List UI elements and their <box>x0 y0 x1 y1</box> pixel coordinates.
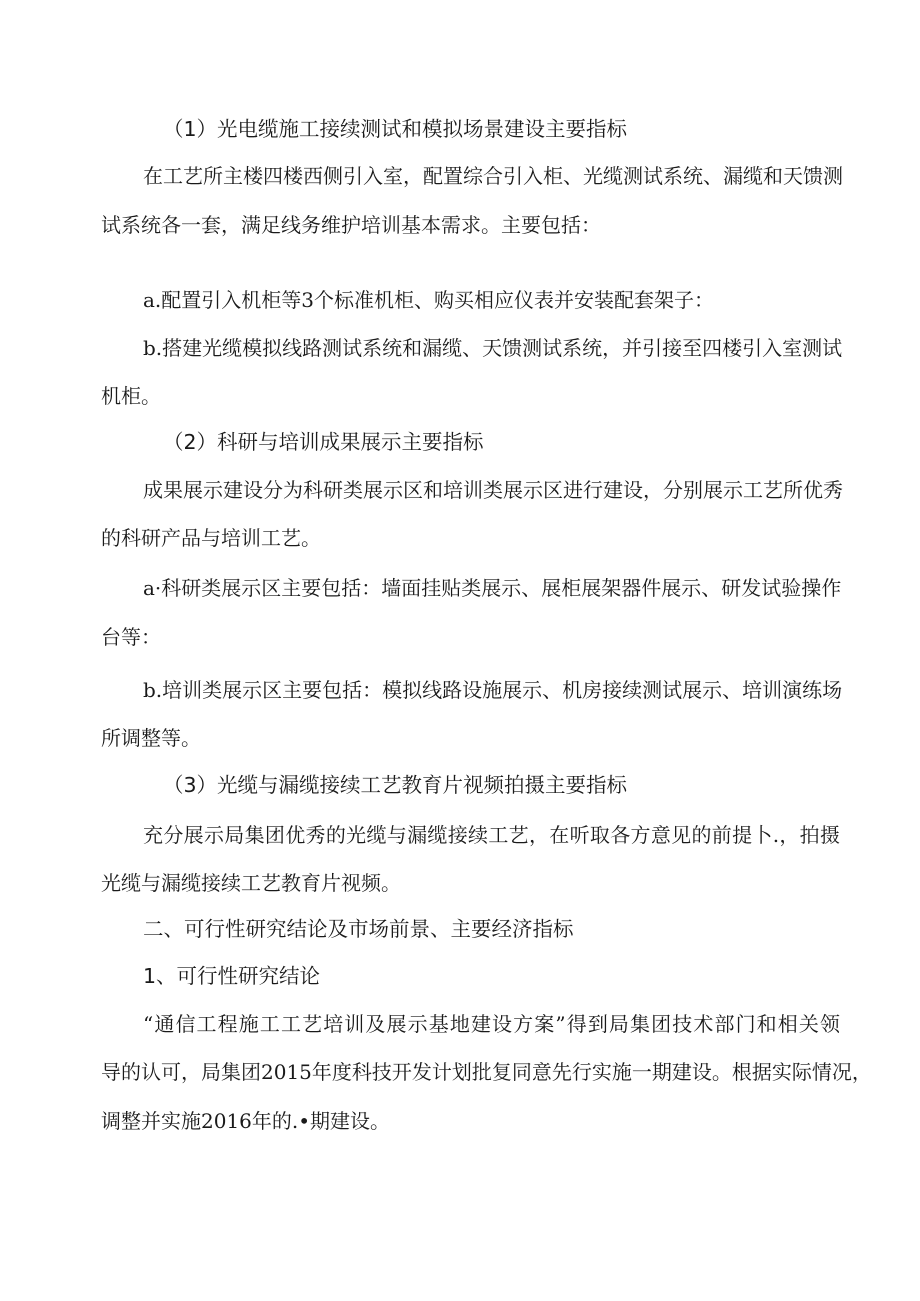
paragraph-line: 充分展示局集团优秀的光缆与漏缆接续工艺，在听取各方意见的前提卜.，拍摄 <box>143 823 840 847</box>
list-item-a: a·科研类展示区主要包括：墙面挂贴类展示、展柜展架器件展示、研发试验操作 <box>143 576 842 600</box>
section-heading-3: （3）光缆与漏缆接续工艺教育片视频拍摄主要指标 <box>163 773 628 797</box>
paragraph-line: 光缆与漏缆接续工艺教育片视频。 <box>101 871 401 895</box>
list-item-a: a.配置引入机柜等3个标准机柜、购买相应仪表并安装配套架子： <box>143 288 715 312</box>
paragraph-line: 试系统各一套，满足线务维护培训基本需求。主要包括： <box>101 213 601 237</box>
paragraph-line: 的科研产品与培训工艺。 <box>101 526 321 550</box>
subsection-heading: 1、可行性研究结论 <box>143 964 321 988</box>
list-item-b: b.培训类展示区主要包括：模拟线路设施展示、机房接续测试展示、培训演练场 <box>143 678 843 702</box>
paragraph-line: 机柜。 <box>101 384 161 408</box>
paragraph-line: 导的认可，局集团2015年度科技开发计划批复同意先行实施一期建设。根据实际情况， <box>101 1060 872 1084</box>
paragraph-line: 台等： <box>101 625 161 649</box>
paragraph-line: 成果展示建设分为科研类展示区和培训类展示区进行建设，分别展示工艺所优秀 <box>143 478 843 502</box>
paragraph-line: 所调整等。 <box>101 726 201 750</box>
list-item-b: b.搭建光缆模拟线路测试系统和漏缆、天馈测试系统，并引接至四楼引入室测试 <box>143 336 843 360</box>
paragraph-line: 在工艺所主楼四楼西侧引入室，配置综合引入柜、光缆测试系统、漏缆和天馈测 <box>143 164 843 188</box>
section-heading-2: （2）科研与培训成果展示主要指标 <box>163 430 484 454</box>
section-heading-1: （1）光电缆施工接续测试和模拟场景建设主要指标 <box>163 117 628 141</box>
chapter-heading: 二、可行性研究结论及市场前景、主要经济指标 <box>143 917 574 941</box>
paragraph-line: “通信工程施工工艺培训及展示基地建设方案”得到局集团技术部门和相关领 <box>143 1012 840 1036</box>
paragraph-line: 调整并实施2016年的.•期建设。 <box>101 1109 391 1133</box>
